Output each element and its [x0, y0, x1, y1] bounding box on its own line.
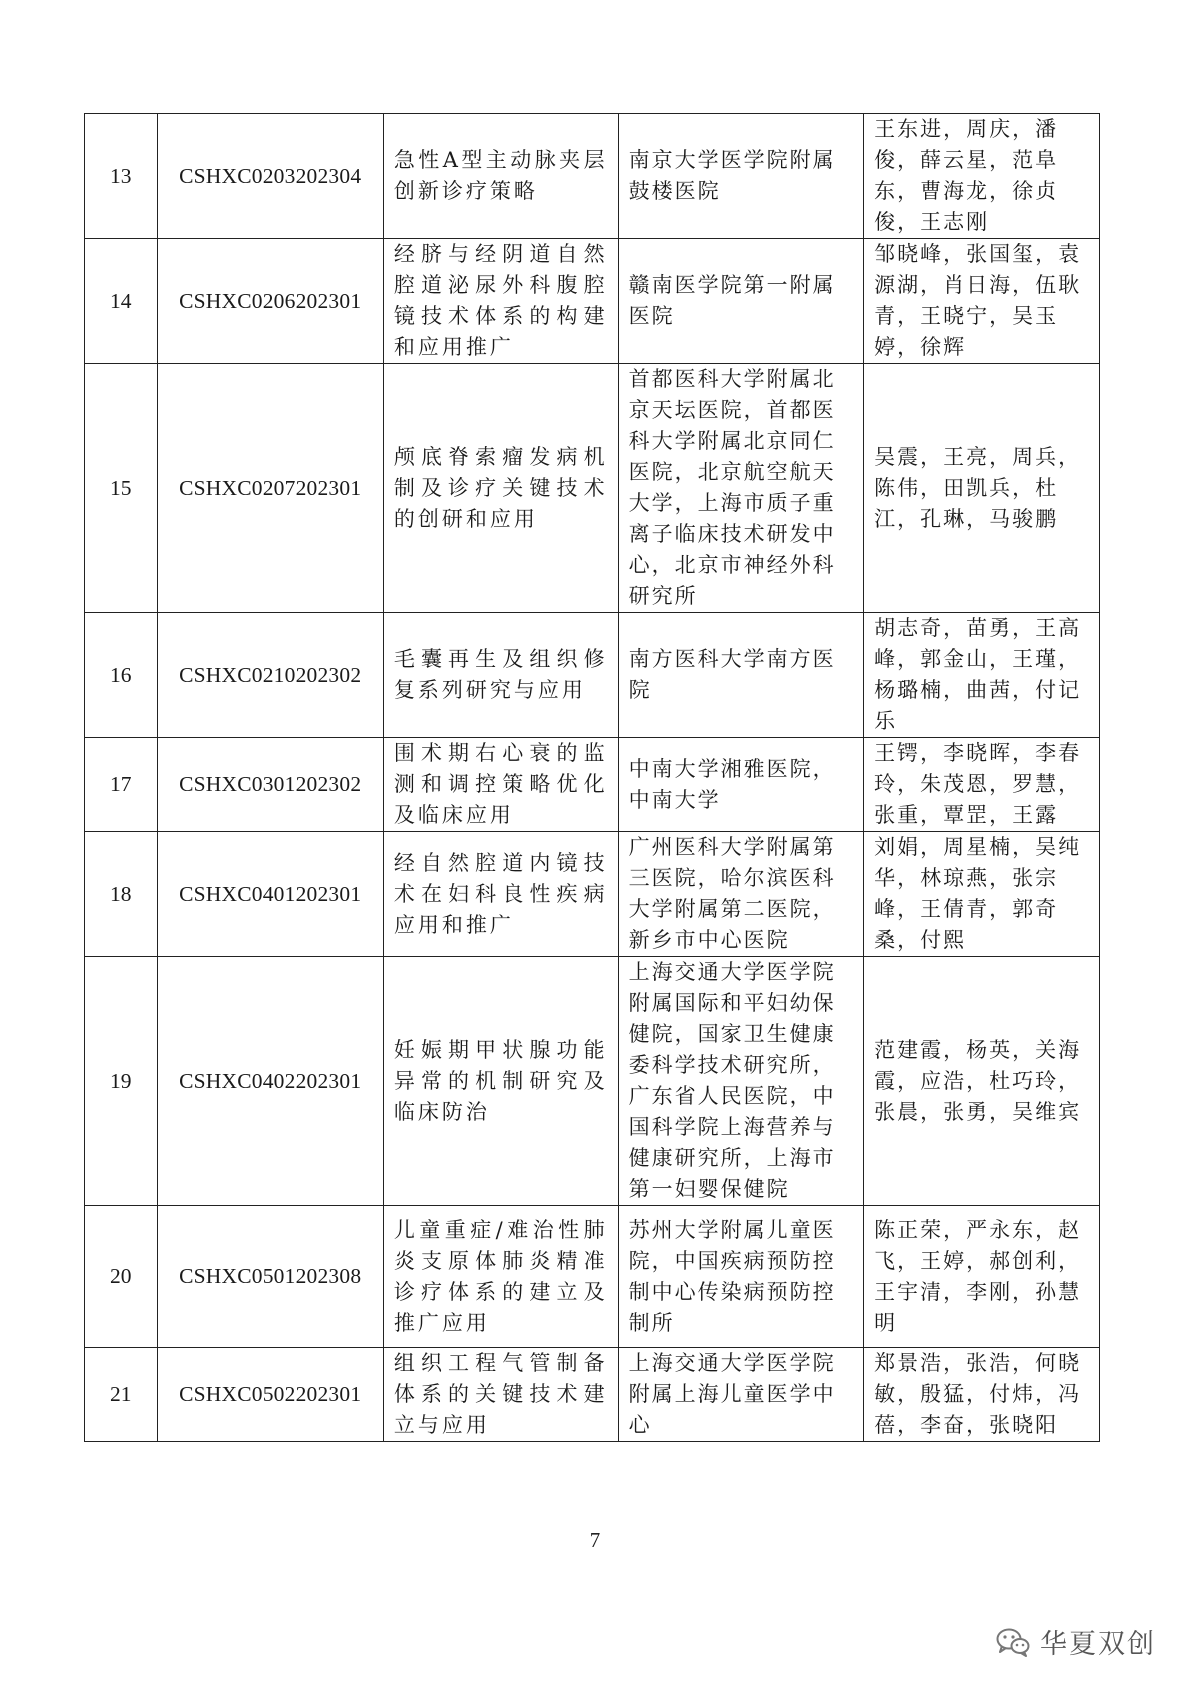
team-members: 吴震，王亮，周兵，陈伟，田凯兵，杜江，孔琳，马骏鹏	[864, 364, 1100, 613]
award-table-body	[85, 114, 1100, 1442]
table-row	[85, 613, 1100, 738]
row-number: 20	[85, 1206, 158, 1348]
institution: 中南大学湘雅医院，中南大学	[618, 738, 863, 832]
row-number: 15	[85, 364, 158, 613]
table-row	[85, 957, 1100, 1206]
project-code: CSHXC0402202301	[157, 957, 383, 1206]
project-code: CSHXC0210202302	[157, 613, 383, 738]
project-code: CSHXC0401202301	[157, 832, 383, 957]
project-title: 组织工程气管制备体系的关键技术建立与应用	[383, 1348, 618, 1442]
project-title: 急性A型主动脉夹层创新诊疗策略	[383, 114, 618, 239]
institution: 广州医科大学附属第三医院，哈尔滨医科大学附属第二医院，新乡市中心医院	[618, 832, 863, 957]
team-members: 王锷，李晓晖，李春玲，朱茂恩，罗慧，张重，覃罡，王露	[864, 738, 1100, 832]
project-title: 经脐与经阴道自然腔道泌尿外科腹腔镜技术体系的构建和应用推广	[383, 239, 618, 364]
team-members: 范建霞，杨英，关海霞，应浩，杜巧玲，张晨，张勇，吴维宾	[864, 957, 1100, 1206]
institution: 南方医科大学南方医院	[618, 613, 863, 738]
row-number: 13	[85, 114, 158, 239]
row-number: 16	[85, 613, 158, 738]
team-members: 郑景浩，张浩，何晓敏，殷猛，付炜，冯蓓，李奋，张晓阳	[864, 1348, 1100, 1442]
project-title: 儿童重症/难治性肺炎支原体肺炎精准诊疗体系的建立及推广应用	[383, 1206, 618, 1348]
project-title: 围术期右心衰的监测和调控策略优化及临床应用	[383, 738, 618, 832]
project-title: 颅底脊索瘤发病机制及诊疗关键技术的创研和应用	[383, 364, 618, 613]
project-title: 妊娠期甲状腺功能异常的机制研究及临床防治	[383, 957, 618, 1206]
table-row	[85, 832, 1100, 957]
row-number: 18	[85, 832, 158, 957]
project-title: 经自然腔道内镜技术在妇科良性疾病应用和推广	[383, 832, 618, 957]
page-number: 7	[589, 1528, 601, 1552]
table-row	[85, 1206, 1100, 1348]
row-number: 17	[85, 738, 158, 832]
row-number: 14	[85, 239, 158, 364]
project-code: CSHXC0203202304	[157, 114, 383, 239]
institution: 上海交通大学医学院附属国际和平妇幼保健院，国家卫生健康委科学技术研究所，广东省人民医院，中国科学院上海营养与健康研究所，上海市第一妇婴保健院	[618, 957, 863, 1206]
team-members: 刘娟，周星楠，吴纯华，林琼燕，张宗峰，王倩青，郭奇桑，付熙	[864, 832, 1100, 957]
project-code: CSHXC0207202301	[157, 364, 383, 613]
project-code: CSHXC0502202301	[157, 1348, 383, 1442]
project-code: CSHXC0501202308	[157, 1206, 383, 1348]
table-row	[85, 364, 1100, 613]
watermark-text: 华夏双创	[1040, 1629, 1156, 1660]
table-row	[85, 114, 1100, 239]
table-row	[85, 738, 1100, 832]
project-title: 毛囊再生及组织修复系列研究与应用	[383, 613, 618, 738]
institution: 上海交通大学医学院附属上海儿童医学中心	[618, 1348, 863, 1442]
table-row	[85, 239, 1100, 364]
row-number: 21	[85, 1348, 158, 1442]
project-code: CSHXC0206202301	[157, 239, 383, 364]
team-members: 邹晓峰，张国玺，袁源湖，肖日海，伍耿青，王晓宁，吴玉婷，徐辉	[864, 239, 1100, 364]
institution: 苏州大学附属儿童医院，中国疾病预防控制中心传染病预防控制所	[618, 1206, 863, 1348]
institution: 南京大学医学院附属鼓楼医院	[618, 114, 863, 239]
row-number: 19	[85, 957, 158, 1206]
team-members: 王东进，周庆，潘俊，薛云星，范阜东，曹海龙，徐贞俊，王志刚	[864, 114, 1100, 239]
institution: 首都医科大学附属北京天坛医院，首都医科大学附属北京同仁医院，北京航空航天大学，上海市质子重离子临床技术研发中心，北京市神经外科研究所	[618, 364, 863, 613]
award-table	[84, 113, 1100, 1442]
institution: 赣南医学院第一附属医院	[618, 239, 863, 364]
watermark	[996, 1622, 1156, 1661]
team-members: 胡志奇，苗勇，王高峰，郭金山，王瑾，杨璐楠，曲茜，付记乐	[864, 613, 1100, 738]
team-members: 陈正荣，严永东，赵飞，王婷，郝创利，王宇清，李刚，孙慧明	[864, 1206, 1100, 1348]
wechat-icon	[996, 1627, 1030, 1657]
table-row	[85, 1348, 1100, 1442]
project-code: CSHXC0301202302	[157, 738, 383, 832]
